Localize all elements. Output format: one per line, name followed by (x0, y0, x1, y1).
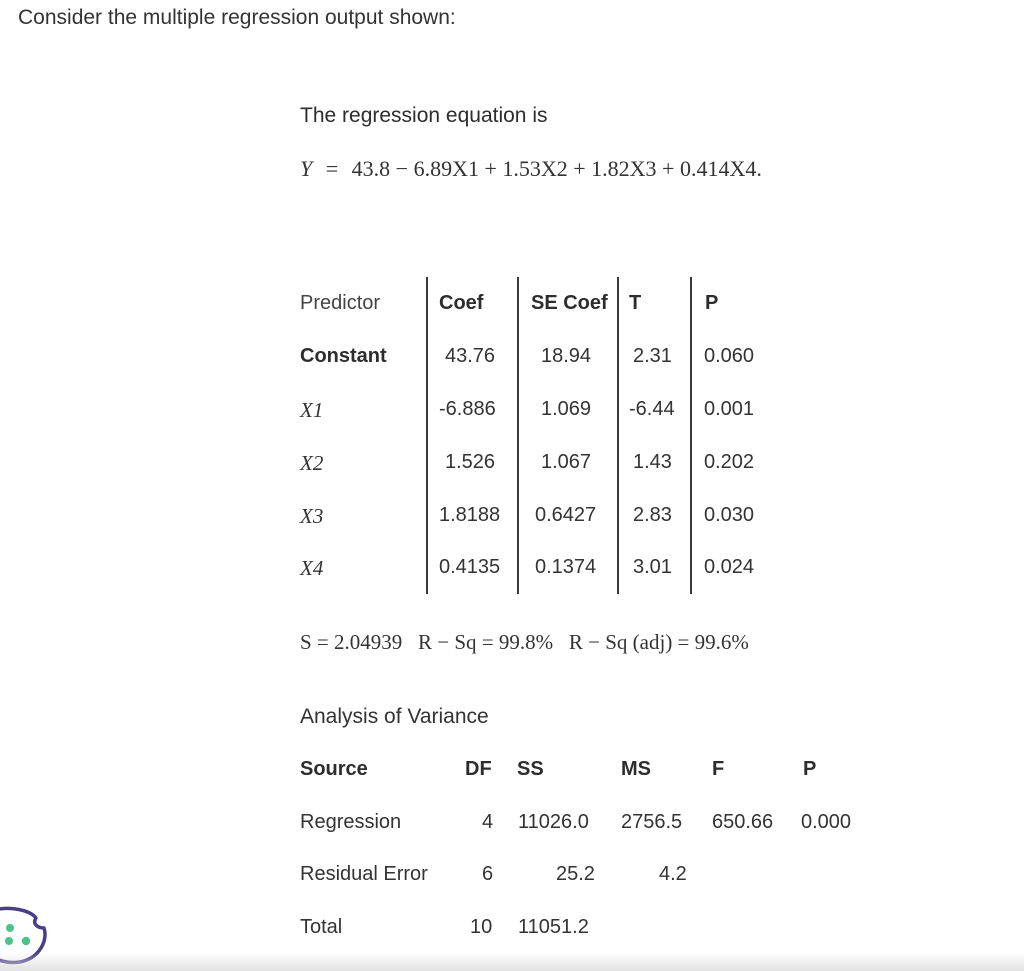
se-coef-value: 0.6427 (535, 504, 597, 526)
anova-header-df: DF (465, 758, 492, 780)
regression-equation (300, 156, 762, 182)
column-divider (517, 277, 519, 594)
header-p: P (705, 292, 719, 314)
anova-ms: 4.2 (659, 863, 687, 885)
anova-ss: 25.2 (556, 863, 595, 885)
header-se-coef: SE Coef (531, 292, 608, 314)
t-value: -6.44 (629, 398, 675, 420)
bottom-fade (0, 953, 1024, 971)
se-coef-value: 1.067 (541, 451, 592, 473)
anova-source-regression: Regression (300, 811, 402, 833)
header-t: T (629, 292, 642, 314)
equation-lhs: Y (300, 156, 313, 181)
anova-header-ms: MS (621, 758, 651, 780)
anova-header-source: Source (300, 758, 368, 780)
coef-value: 0.4135 (439, 556, 501, 578)
p-value: 0.060 (704, 345, 755, 367)
se-coef-value: 1.069 (541, 398, 592, 420)
predictor-x2: X2 (300, 451, 324, 475)
anova-header-ss: SS (517, 758, 544, 780)
anova-ss: 11026.0 (518, 811, 589, 833)
t-value: 1.43 (633, 451, 672, 473)
column-divider (426, 277, 428, 594)
coef-value: 1.8188 (439, 504, 501, 526)
anova-df: 4 (482, 811, 494, 833)
column-divider (617, 277, 619, 594)
column-divider (690, 277, 692, 594)
anova-source-residual-error: Residual Error (300, 863, 428, 885)
anova-ss: 11051.2 (518, 916, 589, 938)
header-predictor: Predictor (300, 292, 381, 314)
t-value: 3.01 (633, 556, 672, 578)
anova-ms: 2756.5 (621, 811, 683, 833)
regression-intro: The regression equation is (300, 104, 548, 127)
anova-df: 6 (482, 863, 494, 885)
question-prompt: Consider the multiple regression output shown: (18, 6, 456, 29)
anova-p: 0.000 (801, 811, 852, 833)
fit-statistics: S = 2.04939 R − Sq = 99.8% R − Sq (adj) = 99.6% (300, 630, 749, 654)
se-coef-value: 18.94 (541, 345, 592, 367)
anova-df: 10 (470, 916, 493, 938)
predictor-x4: X4 (300, 556, 324, 580)
coef-value: -6.886 (439, 398, 496, 420)
header-coef: Coef (439, 292, 484, 314)
predictor-x1: X1 (300, 398, 324, 422)
predictor-constant: Constant (300, 345, 387, 367)
se-coef-value: 0.1374 (535, 556, 597, 578)
t-value: 2.31 (633, 345, 672, 367)
anova-source-total: Total (300, 916, 343, 938)
p-value: 0.001 (704, 398, 755, 420)
coef-value: 43.76 (445, 345, 496, 367)
equation-rhs: 43.8 − 6.89X1 + 1.53X2 + 1.82X3 + 0.414X4. (351, 156, 762, 181)
t-value: 2.83 (633, 504, 672, 526)
anova-title: Analysis of Variance (300, 705, 489, 728)
p-value: 0.024 (704, 556, 755, 578)
predictor-x3: X3 (300, 504, 324, 528)
equation-equals: = (325, 156, 339, 181)
coef-value: 1.526 (445, 451, 496, 473)
p-value: 0.030 (704, 504, 755, 526)
anova-header-p: P (803, 758, 817, 780)
p-value: 0.202 (704, 451, 755, 473)
anova-f: 650.66 (712, 811, 774, 833)
anova-header-f: F (712, 758, 725, 780)
